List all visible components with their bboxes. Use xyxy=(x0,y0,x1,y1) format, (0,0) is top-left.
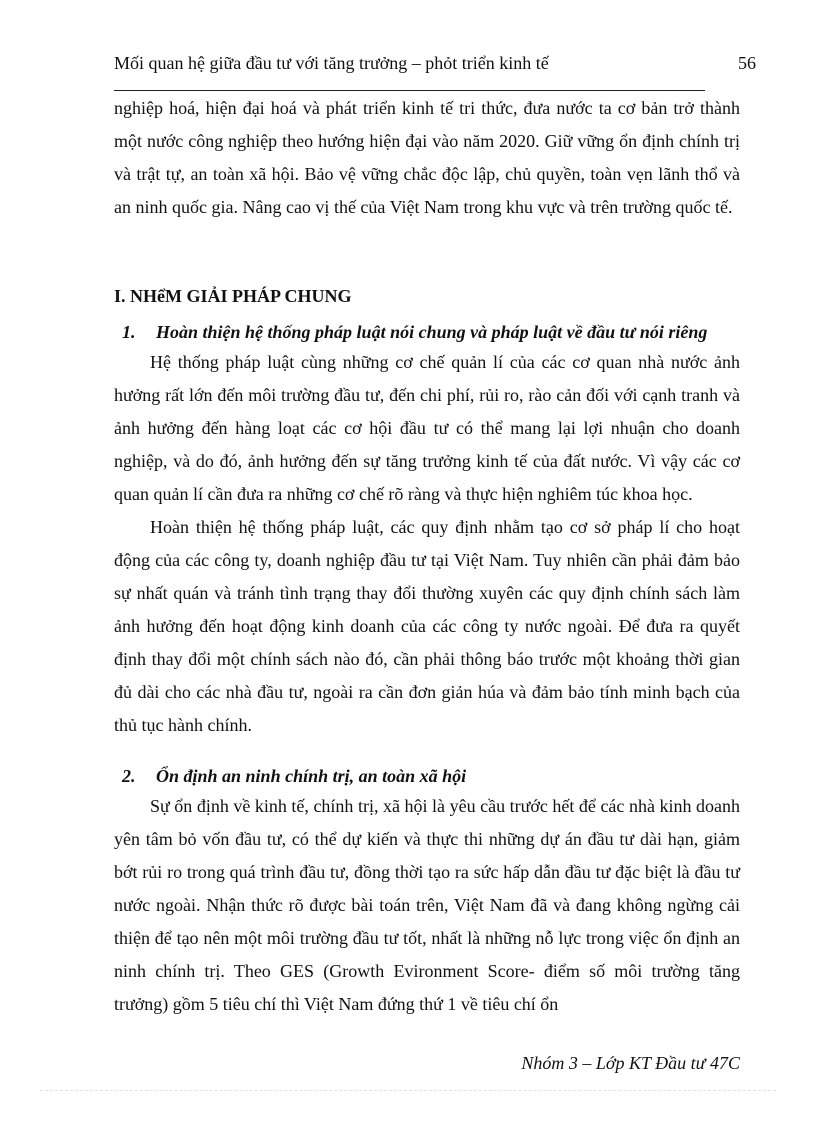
section-heading: I. NHểM GIẢI PHÁP CHUNG xyxy=(114,286,352,306)
subsection-title-2: Ổn định an ninh chính trị, an toàn xã hội xyxy=(156,766,467,786)
intro-paragraph: nghiệp hoá, hiện đại hoá và phát triển kinh tế tri thức, đưa nước ta cơ bản trở thành một nước công nghiệp theo hướng hiện đại vào năm 2020. Giữ vững ổn định chính trị và trật tự, an toàn xã hội. Bảo vệ vững chắc độc lập, chủ quyền, toàn vẹn lãnh thổ và an ninh quốc gia. Nâng cao vị thế của Việt Nam trong khu vực và trên trường quốc tế. xyxy=(114,98,740,217)
subsection-title-1: Hoàn thiện hệ thống pháp luật nói chung và pháp luật về đầu tư nói riêng xyxy=(156,322,708,342)
header-divider xyxy=(114,90,705,91)
subsection-body-1 xyxy=(114,346,740,742)
page-bottom-edge xyxy=(40,1090,776,1091)
paragraph-1-1: Hệ thống pháp luật cùng những cơ chế quản lí của các cơ quan nhà nước ảnh hưởng rất lớn đến môi trường đầu tư, đến chi phí, rủi ro, rào cản đối với cạnh tranh và ảnh hưởng đến hàng loạt các cơ hội đầu tư có thể mang lại lợi nhuận cho doanh nghiệp, và do đó, ảnh hưởng đến sự tăng trưởng kinh tế của đất nước. Vì vậy các cơ quan quản lí cần đưa ra những cơ chế rõ ràng và thực hiện nghiêm túc khoa học. xyxy=(114,352,740,504)
paragraph-1-2: Hoàn thiện hệ thống pháp luật, các quy định nhằm tạo cơ sở pháp lí cho hoạt động của các công ty, doanh nghiệp đầu tư tại Việt Nam. Tuy nhiên cần phải đảm bảo sự nhất quán và tránh tình trạng thay đổi thường xuyên các quy định chính sách làm ảnh hưởng đến hoạt động kinh doanh của các công ty nước ngoài. Để đưa ra quyết định thay đổi một chính sách nào đó, cần phải thông báo trước một khoảng thời gian đủ dài cho các nhà đầu tư, ngoài ra cần đơn giản húa và đảm bảo tính minh bạch của thủ tục hành chính. xyxy=(114,517,740,735)
subsection-body-2 xyxy=(114,790,740,1021)
subsection-number-1: 1. xyxy=(122,322,136,342)
subsection-number-2: 2. xyxy=(122,766,136,786)
page-number: 56 xyxy=(738,53,756,73)
paragraph-2-1: Sự ổn định về kinh tế, chính trị, xã hội là yêu cầu trước hết để các nhà kinh doanh yên tâm bỏ vốn đầu tư, có thể dự kiến và thực thi những dự án đầu tư dài hạn, giảm bớt rủi ro trong quá trình đầu tư, đồng thời tạo ra sức hấp dẫn đầu tư đặc biệt là đầu tư nước ngoài. Nhận thức rõ được bài toán trên, Việt Nam đã và đang không ngừng cải thiện để tạo nên một môi trường đầu tư tốt, nhất là những nỗ lực trong việc ổn định an ninh chính trị. Theo GES (Growth Evironment Score- điểm số môi trường tăng trưởng) gồm 5 tiêu chí thì Việt Nam đứng thứ 1 về tiêu chí ổn xyxy=(114,796,740,1014)
page-header-title: Mối quan hệ giữa đầu tư với tăng trưởng – phỏt triển kinh tế xyxy=(114,53,549,73)
intro-block xyxy=(114,92,740,224)
subsection-heading-1 xyxy=(114,318,707,346)
subsection-heading-2 xyxy=(114,762,466,790)
page-footer: Nhóm 3 – Lớp KT Đầu tư 47C xyxy=(521,1053,740,1073)
